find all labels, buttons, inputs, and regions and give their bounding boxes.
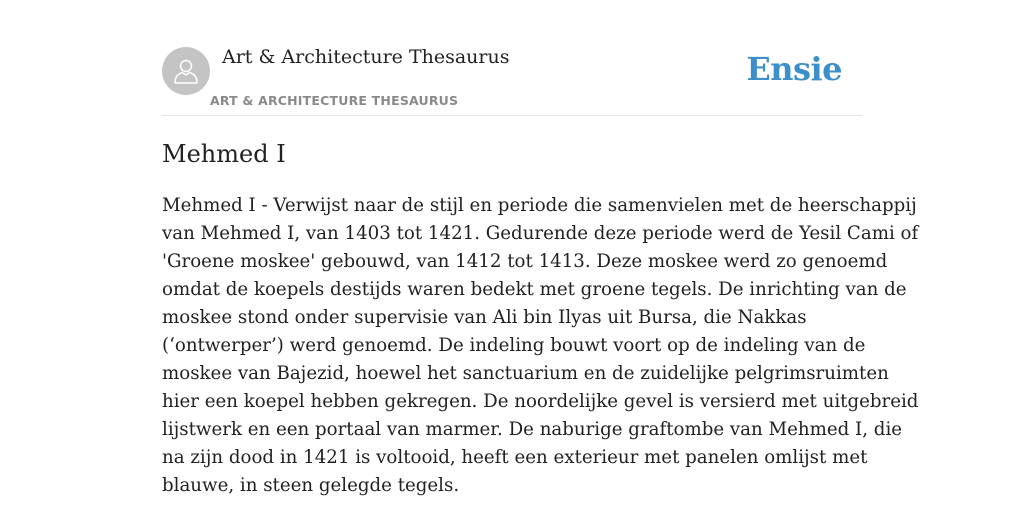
user-icon (171, 56, 201, 86)
header (162, 0, 862, 116)
article-line: van Mehmed I, van 1403 tot 1421. Gedurende deze periode werd de Yesil Cami of (162, 223, 919, 244)
article-line: (‘ontwerper’) werd genoemd. De indeling bouwt voort op de indeling van de (162, 335, 866, 356)
article-line: na zijn dood in 1421 is voltooid, heeft een exterieur met panelen omlijst met (162, 447, 868, 468)
article-line: lijstwerk en een portaal van marmer. De naburige graftombe van Mehmed I, die (162, 419, 903, 440)
source-label-link[interactable]: ART & ARCHITECTURE THESAURUS (210, 93, 459, 108)
article-line: omdat de koepels destijds waren bedekt met groene tegels. De inrichting van de (162, 279, 907, 300)
article-line: moskee stond onder supervisie van Ali bin Ilyas uit Bursa, die Nakkas (162, 307, 807, 328)
article-body (162, 192, 919, 500)
page-container (162, 0, 919, 496)
avatar[interactable] (162, 47, 210, 95)
article-line: hier een koepel hebben gekregen. De noordelijke gevel is versierd met uitgebreid (162, 391, 919, 412)
article-line: moskee van Bajezid, hoewel het sanctuarium en de zuidelijke pelgrimsruimten (162, 363, 889, 384)
article-line: blauwe, in steen gelegde tegels. (162, 475, 460, 496)
article-line: Mehmed I - Verwijst naar de stijl en periode die samenvielen met de heerschappij (162, 195, 917, 216)
author-name-link[interactable]: Art & Architecture Thesaurus (222, 46, 510, 68)
page-title: Mehmed I (162, 140, 286, 168)
article-line: 'Groene moskee' gebouwd, van 1412 tot 1413. Deze moskee werd zo genoemd (162, 251, 888, 272)
brand-logo[interactable]: Ensie (746, 50, 842, 88)
